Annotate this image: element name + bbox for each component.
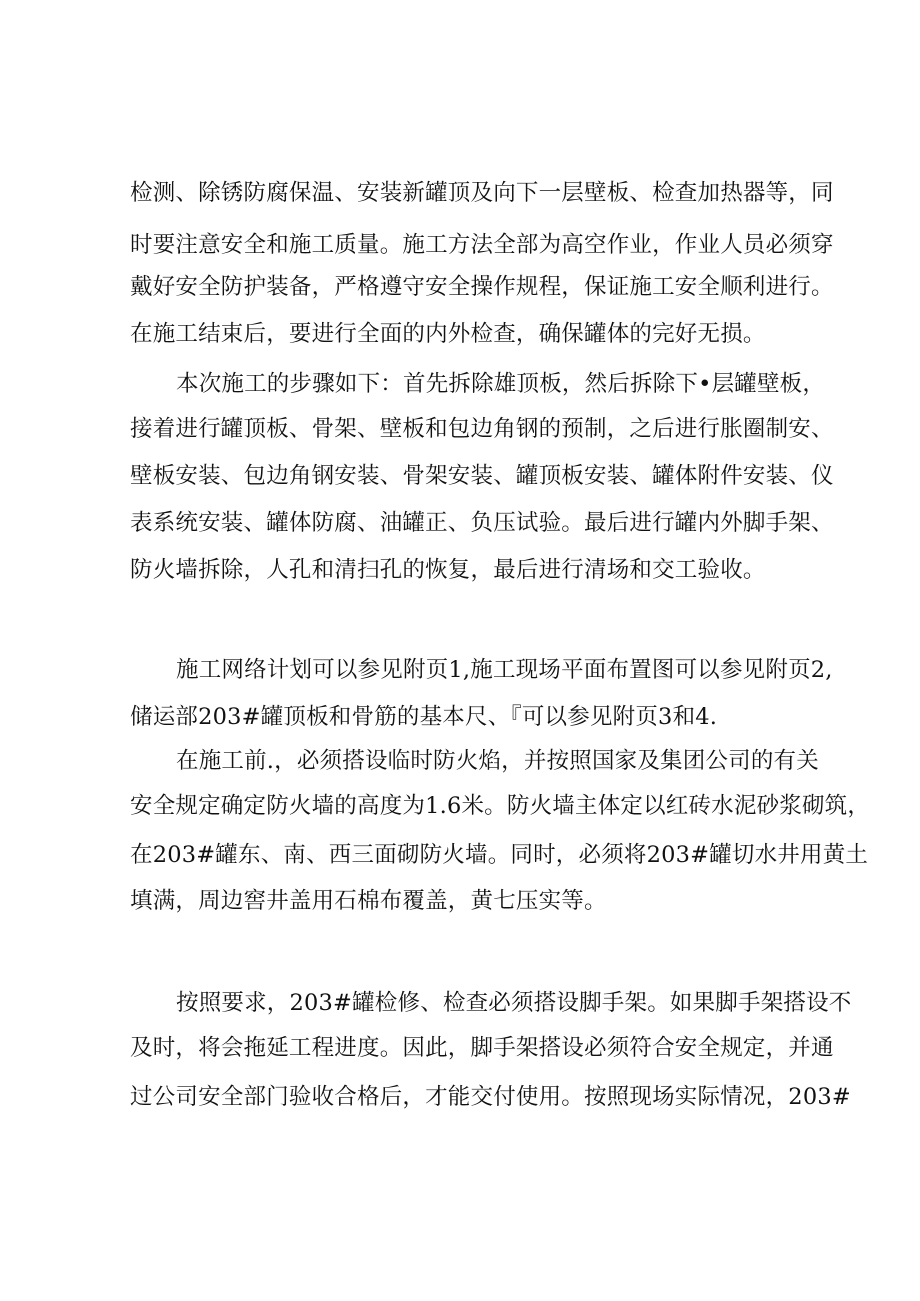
text-line: 填满，周边窖井盖用石棉布覆盖，黄七压实等。 bbox=[130, 888, 607, 914]
text-line: 按照要求，203#罐检修、检查必须搭设脚手架。如果脚手架搭设不 bbox=[176, 990, 852, 1016]
text-line: 过公司安全部门验收合格后，才能交付使用。按照现场实际情况，203# bbox=[130, 1084, 851, 1110]
text-line: 在203#罐东、南、西三面砌防火墙。同时，必须将203#罐切水井用黄土 bbox=[130, 842, 869, 868]
text-line: 本次施工的步骤如下：首先拆除雄顶板，然后拆除下•层罐壁板， bbox=[176, 371, 826, 397]
text-line: 防火墙拆除，人孔和清扫孔的恢复，最后进行清场和交工验收。 bbox=[130, 557, 766, 583]
text-line: 接着进行罐顶板、骨架、壁板和包边角钢的预制，之后进行胀圈制安、 bbox=[130, 416, 834, 442]
text-line: 戴好安全防护装备，严格遵守安全操作规程，保证施工安全顺利进行。 bbox=[130, 274, 834, 300]
text-line: 表系统安装、罐体防腐、油罐正、负压试验。最后进行罐内外脚手架、 bbox=[130, 510, 834, 536]
text-line: 安全规定确定防火墙的高度为1.6米。防火墙主体定以红砖水泥砂浆砌筑， bbox=[130, 793, 871, 819]
text-line: 在施工结束后，要进行全面的内外检查，确保罐体的完好无损。 bbox=[130, 321, 766, 347]
text-line: 储运部203#罐顶板和骨筋的基本尺、『可以参见附页3和4. bbox=[130, 704, 718, 730]
text-line: 时要注意安全和施工质量。施工方法全部为高空作业，作业人员必须穿 bbox=[130, 232, 834, 258]
text-line: 壁板安装、包边角钢安装、骨架安装、罐顶板安装、罐体附件安装、仪 bbox=[130, 463, 834, 489]
text-line: 及时，将会拖延工程进度。因此，脚手架搭设必须符合安全规定，并通 bbox=[130, 1035, 834, 1061]
text-line: 在施工前.，必须搭设临时防火焰，并按照国家及集团公司的有关 bbox=[176, 748, 819, 774]
text-line: 检测、除锈防腐保温、安装新罐顶及向下一层壁板、检查加热器等，同 bbox=[130, 180, 834, 206]
text-line: 施工网络计划可以参见附页1,施工现场平面布置图可以参见附页2, bbox=[176, 657, 833, 683]
